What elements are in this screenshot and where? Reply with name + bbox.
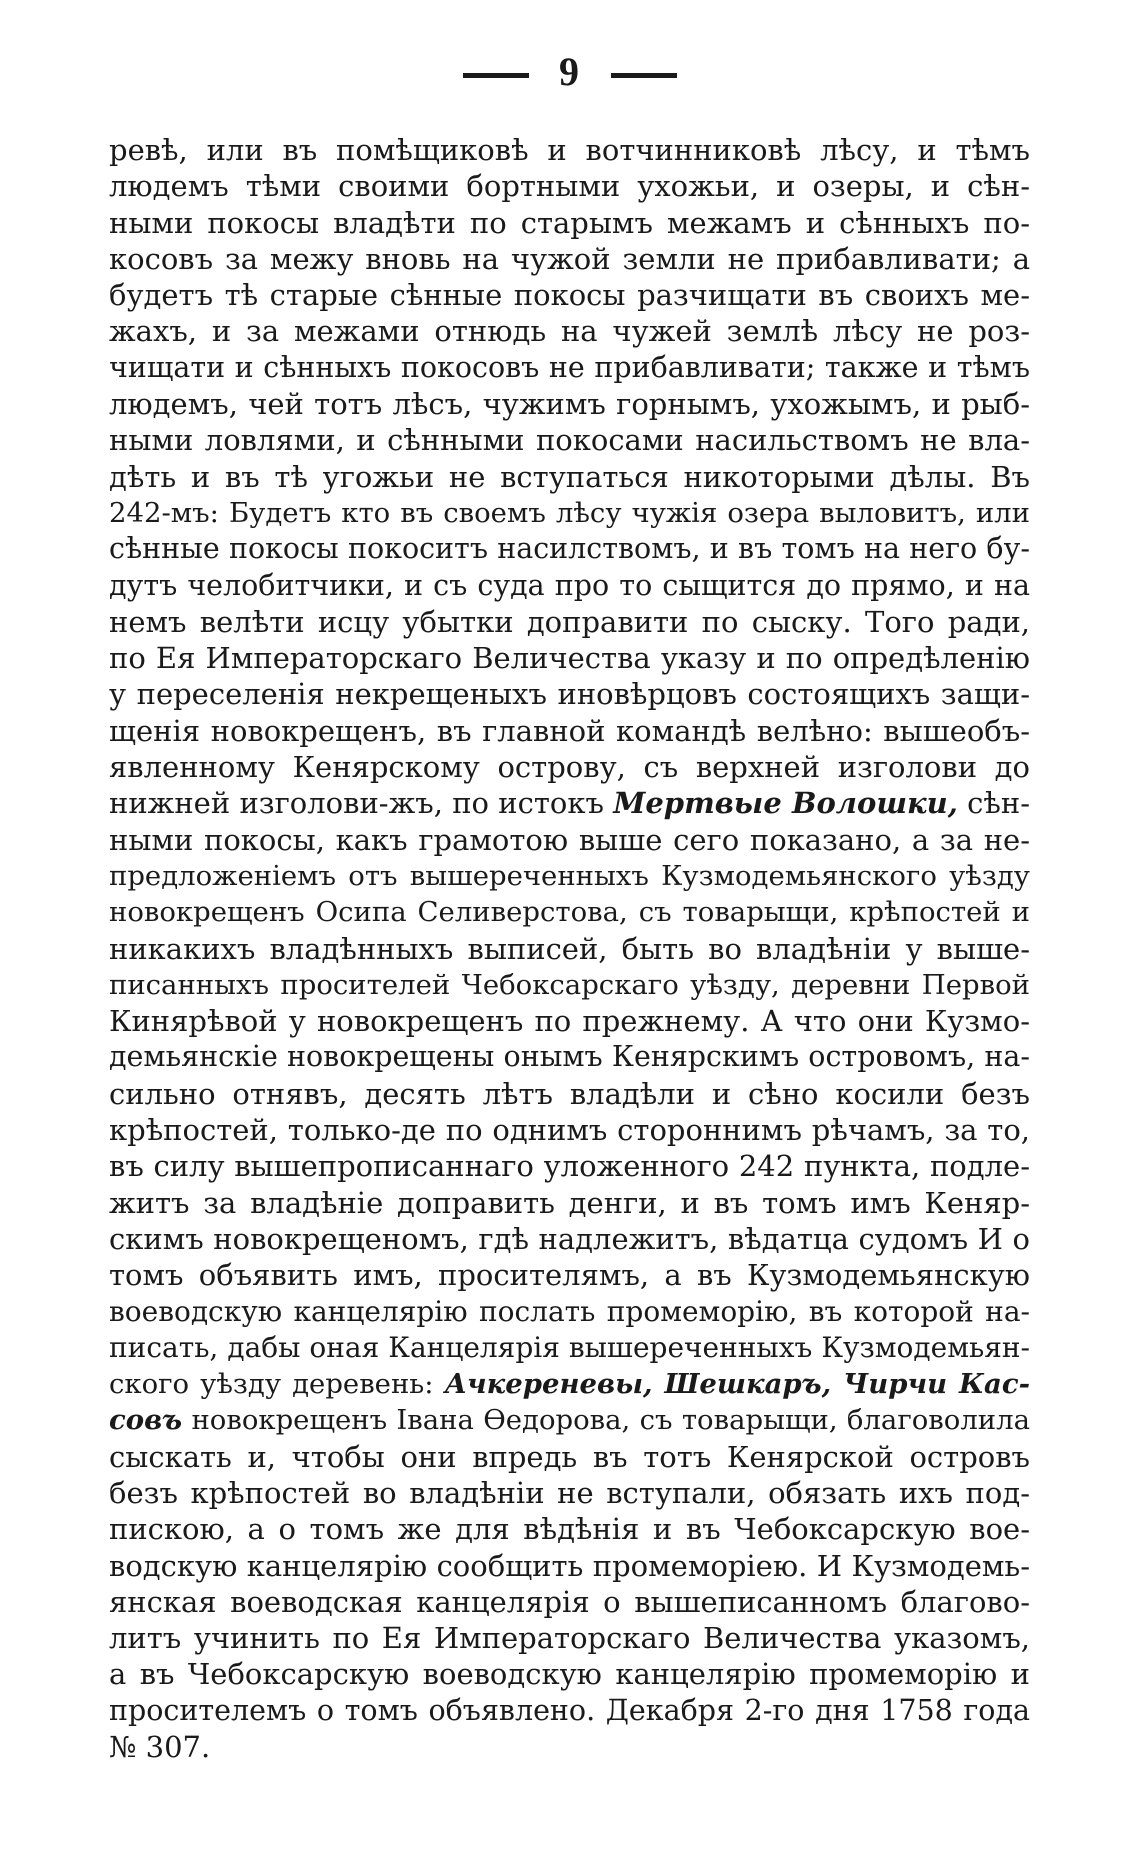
page-number: 9 bbox=[559, 49, 581, 94]
italic-name: совъ bbox=[109, 1404, 183, 1437]
text-line bbox=[109, 1366, 1030, 1402]
line-text: людемъ тѣми своими бортными ухожьи, и озеры, и сѣн- bbox=[109, 169, 1030, 204]
line-text: жахъ, и за межами отнюдь на чужей землѣ лѣсу не роз- bbox=[109, 314, 1030, 349]
line-text: дутъ челобитчики, и съ суда про то сыщится до прямо, и на bbox=[109, 568, 1030, 602]
text-line bbox=[109, 1548, 1030, 1584]
line-text: ревѣ, или въ помѣщиковѣ и вотчинниковѣ лѣсу, и тѣмъ bbox=[109, 133, 1030, 167]
line-text: янская воеводская канцелярія о вышеписанномъ благово- bbox=[109, 1584, 1030, 1619]
text-line bbox=[109, 422, 1030, 458]
body-text bbox=[109, 132, 1030, 1765]
line-text: чищати и сѣнныхъ покосовъ не прибавливати; также и тѣмъ bbox=[109, 350, 1030, 384]
line-text: литъ учинить по Ея Императорскаго Величества указомъ, bbox=[109, 1621, 1030, 1656]
line-text: водскую канцелярію сообщить промеморіею. И Кузмодемь- bbox=[109, 1548, 1030, 1583]
line-text: по Ея Императорскаго Величества указу и по опредѣленію bbox=[109, 641, 1030, 676]
text-line bbox=[109, 459, 1030, 495]
text-line bbox=[109, 1402, 1030, 1438]
text-line bbox=[109, 1185, 1030, 1221]
text-line bbox=[109, 1656, 1030, 1692]
line-text: дѣть и въ тѣ угожьи не вступаться никоторыми дѣлы. Въ bbox=[109, 459, 1030, 494]
line-text: ными покосы владѣти по старымъ межамъ и сѣнныхъ по- bbox=[109, 205, 1030, 240]
line-text: писанныхъ просителей Чебоксарскаго уѣзду, деревни Первой bbox=[109, 968, 1030, 1001]
line-text: ными покосы, какъ грамотою выше сего показано, а за не- bbox=[109, 822, 1030, 857]
text-line bbox=[109, 350, 1030, 386]
line-text: въ силу вышепрописаннаго уложенного 242 пункта, подле- bbox=[109, 1149, 1030, 1184]
text-line bbox=[109, 313, 1030, 349]
text-line bbox=[109, 205, 1030, 241]
line-text: просителемъ о томъ объявлено. Декабря 2-го дня 1758 года bbox=[109, 1693, 1030, 1727]
line-text: новокрещенъ Осипа Селиверстова, съ товарыщи, крѣпостей и bbox=[109, 896, 1030, 929]
text-line bbox=[109, 1439, 1030, 1475]
line-text: ными ловлями, и сѣнными покосами насильствомъ не вла- bbox=[109, 423, 1030, 458]
line-text: сѣнные покосы покоситъ насилствомъ, и въ томъ на него бу- bbox=[109, 532, 1030, 566]
line-text: демьянскіе новокрещены онымъ Кенярскимъ островомъ, на- bbox=[109, 1040, 1030, 1074]
line-text: у переселенія некрещеныхъ иновѣрцовъ состоящихъ защи- bbox=[109, 677, 1030, 712]
line-text: безъ крѣпостей во владѣніи не вступали, обязать ихъ под- bbox=[109, 1475, 1030, 1510]
line-text: крѣпостей, только-де по однимъ стороннимъ рѣчамъ, за то, bbox=[109, 1113, 1030, 1148]
line-text: будетъ тѣ старые сѣнные покосы разчищати въ своихъ ме- bbox=[109, 278, 1030, 313]
line-text: явленному Кенярскому острову, съ верхней изголови до bbox=[109, 750, 1030, 785]
line-text: № 307. bbox=[109, 1730, 211, 1765]
text-line bbox=[109, 1076, 1030, 1112]
text-line bbox=[109, 1112, 1030, 1148]
text-line bbox=[109, 386, 1030, 422]
text-line bbox=[109, 1330, 1030, 1366]
line-text: пискою, а о томъ же для вѣдѣнія и въ Чебоксарскую вое- bbox=[109, 1512, 1030, 1547]
text-line bbox=[109, 1148, 1030, 1184]
text-line bbox=[109, 822, 1030, 858]
line-text: писать, дабы оная Канцелярія вышереченныхъ Кузмодемьян- bbox=[109, 1330, 1030, 1364]
line-text: сильно отнявъ, десять лѣтъ владѣли и сѣно косили безъ bbox=[109, 1076, 1030, 1111]
text-line bbox=[109, 604, 1030, 640]
line-text: косовъ за межу вновь на чужой земли не прибавливати; а bbox=[109, 241, 1030, 276]
text-line bbox=[109, 749, 1030, 785]
line-text: нижней изголови-жъ, по истокъ bbox=[109, 786, 614, 821]
text-line bbox=[109, 858, 1030, 894]
line-text: никакихъ владѣнныхъ выписей, быть во владѣніи у выше- bbox=[109, 931, 1030, 966]
text-line bbox=[109, 931, 1030, 967]
line-text: скимъ новокрещеномъ, гдѣ надлежитъ, вѣдатца судомъ И о bbox=[109, 1221, 1030, 1256]
text-line bbox=[109, 531, 1030, 567]
text-line bbox=[109, 676, 1030, 712]
text-line bbox=[109, 1257, 1030, 1293]
italic-name: Ачкереневы, Шешкаръ, Чирчи Кас- bbox=[444, 1368, 1030, 1401]
text-line bbox=[109, 640, 1030, 676]
line-text: немъ велѣти исцу убытки доправити по сыску. Того ради, bbox=[109, 604, 1030, 639]
text-line bbox=[109, 785, 1030, 821]
line-text: Кинярѣвой у новокрещенъ по прежнему. А что они Кузмо- bbox=[109, 1004, 1030, 1039]
text-line bbox=[109, 1039, 1030, 1075]
line-text: а въ Чебоксарскую воеводскую канцелярію промеморію и bbox=[109, 1657, 1030, 1692]
text-line bbox=[109, 713, 1030, 749]
text-line bbox=[109, 277, 1030, 313]
text-line bbox=[109, 132, 1030, 168]
text-line bbox=[109, 568, 1030, 604]
line-text: томъ объявить имъ, просителямъ, а въ Кузмодемьянскую bbox=[109, 1258, 1030, 1293]
text-line bbox=[109, 1475, 1030, 1511]
text-line bbox=[109, 1693, 1030, 1729]
text-line bbox=[109, 495, 1030, 531]
text-line bbox=[109, 1584, 1030, 1620]
line-text: сыскать и, чтобы они впредь въ тотъ Кенярской островъ bbox=[109, 1439, 1030, 1474]
header-dash-right bbox=[611, 73, 677, 78]
line-text: 242-мъ: Будетъ кто въ своемъ лѣсу чужія озера выловитъ, или bbox=[109, 496, 1030, 529]
text-line bbox=[109, 1729, 1030, 1765]
text-line bbox=[109, 1511, 1030, 1547]
italic-name: Мертвые Волошки, bbox=[613, 786, 958, 821]
text-line bbox=[109, 1221, 1030, 1257]
line-text: житъ за владѣніе доправить денги, и въ томъ имъ Кеняр- bbox=[109, 1185, 1030, 1220]
line-text: ского уѣзду деревень: bbox=[109, 1368, 445, 1401]
page-header bbox=[0, 48, 1140, 95]
line-text: новокрещенъ Івана Ѳедорова, съ товарыщи, благоволила bbox=[182, 1404, 1030, 1437]
line-text: людемъ, чей тотъ лѣсъ, чужимъ горнымъ, ухожымъ, и рыб- bbox=[109, 387, 1030, 422]
text-line bbox=[109, 967, 1030, 1003]
line-text: щенія новокрещенъ, въ главной командѣ велѣно: вышеобъ- bbox=[109, 713, 1030, 748]
line-text: воеводскую канцелярію послать промеморію, въ которой на- bbox=[109, 1294, 1030, 1328]
line-text: сѣн- bbox=[957, 786, 1030, 821]
text-line bbox=[109, 241, 1030, 277]
text-line bbox=[109, 894, 1030, 930]
text-line bbox=[109, 1620, 1030, 1656]
text-line bbox=[109, 1294, 1030, 1330]
text-line bbox=[109, 1003, 1030, 1039]
line-text: предложеніемъ отъ вышереченныхъ Кузмодемьянского уѣзду bbox=[109, 859, 1030, 892]
text-line bbox=[109, 168, 1030, 204]
header-dash-left bbox=[463, 73, 529, 78]
